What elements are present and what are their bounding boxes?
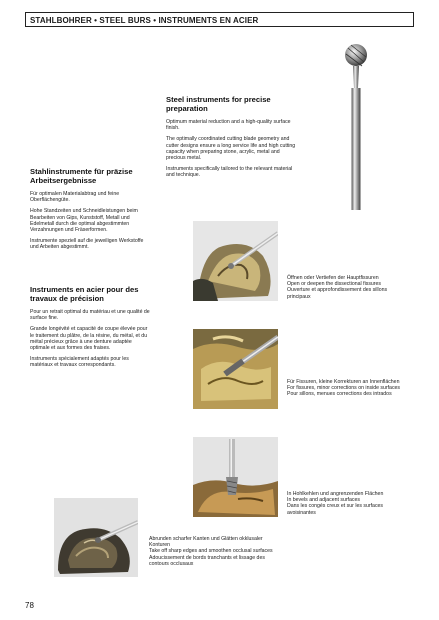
french-section [30,285,152,374]
german-section [30,167,152,256]
german-heading: Stahlinstrumente für präzise [30,167,133,176]
english-paragraph: Optimum material reduction and a high-quality surface finish. [166,119,291,132]
caption-line: Für Fissuren, kleine Korrekturen an Innenflächen [287,379,400,385]
caption-line: Adoucissement de bords tranchants et lissage des contours occlusaux [149,554,265,567]
caption-line: Abrunden scharfer Kanten und Glätten okklusaler Konturen [149,536,263,549]
english-heading: Steel instruments for precise [166,95,271,104]
round-bur-image [336,40,376,212]
caption-line: In Hohlkehlen und angrenzenden Flächen [287,491,384,497]
section-header: STAHLBOHRER • STEEL BURS • INSTRUMENTS EN ACIER [25,12,414,27]
photo-open-fissures [193,221,278,301]
photo-fissures-corrections [193,329,278,409]
english-section [166,95,296,184]
page-number: 78 [25,601,34,610]
photo-sharp-edges [54,498,138,577]
caption-line: Öffnen oder Vertiefen der Hauptfissuren [287,275,379,281]
english-paragraph: The optimally coordinated cutting blade geometry and cutter designs ensure a long service life and high cutting capacity when preparing stone, acrylic, metal and precious metal. [166,136,296,162]
caption-bevels [287,491,412,516]
english-paragraph: Instruments specifically tailored to the relevant material and technique. [166,166,293,179]
caption-line: For fissures, minor corrections on inside surfaces [287,385,401,392]
caption-line: Ouverture et approfondissement des sillons principaux [287,287,388,300]
english-heading-cont: preparation [166,104,208,113]
caption-line: Dans les congés creux et sur les surfaces avoisinantes [287,503,384,516]
french-paragraph: Instruments spécialement adaptés pour les matériaux et travaux correspondants. [30,356,129,369]
caption-open-fissures [287,275,412,300]
photo-bevels [193,437,278,517]
german-heading-cont: Arbeitsergebnisse [30,176,97,185]
caption-line: In bevels and adjacent surfaces [287,497,360,504]
french-heading: Instruments en acier pour des [30,285,139,294]
french-paragraph: Grande longévité et capacité de coupe élevée pour le traitement du plâtre, de la résine, du métal, et du métal précieux grâce à une denture adaptée optimale et aux formes des fraises. [30,326,148,352]
german-paragraph: Hohe Standzeiten und Schneidleistungen beim Bearbeiten von Gips, Kunststoff, Metall und Edelmetall durch die optimal abgestimmten Verzahnungen und Fräserformen. [30,208,138,234]
caption-line: Open or deepen the dissectional fissures [287,281,382,288]
german-paragraph: Für optimalen Materialabtrag und feine Oberflächengüte. [30,191,120,204]
german-paragraph: Instrumente speziell auf die jeweiligen Werkstoffe und Arbeiten abgestimmt. [30,238,144,251]
caption-sharp-edges [149,536,279,567]
caption-line: Pour sillons, menues corrections des intrados [287,391,392,398]
french-heading-cont: travaux de précision [30,294,104,303]
caption-fissures-corrections [287,379,412,398]
french-paragraph: Pour un retrait optimal du matériau et une qualité de surface fine. [30,309,150,322]
caption-line: Take off sharp edges and smoothen occlusal surfaces [149,548,273,555]
